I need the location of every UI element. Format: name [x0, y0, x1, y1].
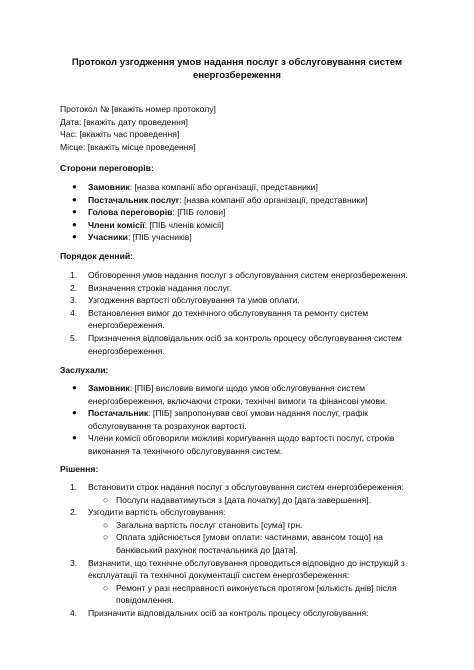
- sub-list-item: ○ Ремонт у разі несправності виконується протягом [кількість днів] після повідомлення.: [103, 582, 397, 606]
- list-item: 4. Призначити відповідальних осіб за контроль процесу обслуговування:: [70, 607, 369, 618]
- bullet-icon: ●: [72, 207, 77, 217]
- list-item: 1. Обговорення умов надання послуг з обслуговування систем енергозбереження.: [70, 270, 408, 280]
- agenda-heading: Порядок денний:: [60, 251, 134, 261]
- sub-list-item: ○ Загальна вартість послуг становить [сума] грн.: [103, 519, 303, 530]
- list-item: 4. Встановлення вимог до технічного обслуговування та ремонту систем енергозбереження.: [70, 307, 369, 331]
- sub-list-item: ○ Послуги надаватимуться з [дата початку] до [дата завершення].: [103, 494, 372, 505]
- protocol-date: Дата: [вкажіть дату проведення]: [60, 116, 188, 127]
- list-item: ● Голова переговорів: [ПІБ голови]: [72, 207, 226, 218]
- bullet-icon: ●: [72, 408, 77, 418]
- bullet-icon: ●: [72, 383, 77, 392]
- list-item: ● Замовник: [назва компанії або організації, представники]: [72, 182, 318, 192]
- decisions-list: [60, 481, 420, 620]
- circle-bullet-icon: ○: [103, 582, 109, 593]
- list-item: 1. Встановити строк надання послуг з обслуговування систем енергозбереження:: [70, 482, 404, 492]
- list-item: 2. Визначення строків надання послуг.: [70, 282, 232, 293]
- sub-list-item: ○ Оплата здійснюється [умови оплати: частинами, авансом тощо] на банківський рахунок постачальника до [дата].: [103, 532, 383, 555]
- parties-list: [60, 181, 420, 244]
- list-item: 2. Узгодити вартість обслуговування:: [70, 507, 226, 518]
- protocol-time: Час: [вкажіть час проведення]: [60, 129, 180, 140]
- circle-bullet-icon: ○: [103, 519, 109, 530]
- protocol-place: Місце: [вкажіть місце проведення]: [60, 141, 196, 152]
- list-item: 3. Узгодження вартості обслуговування та умов оплати.: [70, 295, 300, 306]
- list-item: 5. Призначення відповідальних осіб за контроль процесу обслуговування систем енергозбереження.: [70, 332, 402, 356]
- bullet-icon: ●: [72, 232, 77, 242]
- heard-list: [60, 382, 420, 458]
- heard-heading: Заслухали:: [60, 365, 109, 375]
- document-title: Протокол узгодження умов надання послуг з обслуговування систем енергозбереження: [71, 57, 403, 82]
- protocol-number: Протокол № [вкажіть номер протоколу]: [60, 104, 216, 114]
- parties-heading: Сторони переговорів:: [60, 163, 154, 173]
- decisions-heading: Рішення:: [60, 464, 99, 474]
- circle-bullet-icon: ○: [103, 494, 109, 505]
- agenda-list: [60, 269, 420, 357]
- list-item: ● Члени комісії обговорили можливі коригування щодо вартості послуг, строків виконання та технічного обслуговування систем.: [72, 433, 395, 456]
- list-item: ● Постачальник: [ПІБ] запропонував свої умови надання послуг, графік обслуговування та розрахунок вартості.: [72, 408, 369, 431]
- list-item: ● Замовник: [ПІБ] висловив вимоги щодо умов обслуговування систем енергозбереження, включаючи строки, технічні вимоги та фінансові умови.: [72, 383, 388, 406]
- bullet-icon: ●: [72, 182, 77, 191]
- bullet-icon: ●: [72, 194, 77, 204]
- bullet-icon: ●: [72, 219, 77, 229]
- list-item: ● Члени комісії: [ПІБ членів комісії]: [72, 219, 224, 230]
- bullet-icon: ●: [72, 433, 77, 443]
- list-item: 3. Визначити, що технічне обслуговування проводиться відповідно до інструкцій з експлуатації та технічної документації систем енергозбереження:: [70, 557, 405, 581]
- circle-bullet-icon: ○: [103, 532, 109, 543]
- list-item: ● Учасники: [ПІБ учасників]: [72, 232, 192, 243]
- protocol-meta: [60, 103, 420, 153]
- list-item: ● Постачальник послуг: [назва компанії або організації, представники]: [72, 194, 368, 205]
